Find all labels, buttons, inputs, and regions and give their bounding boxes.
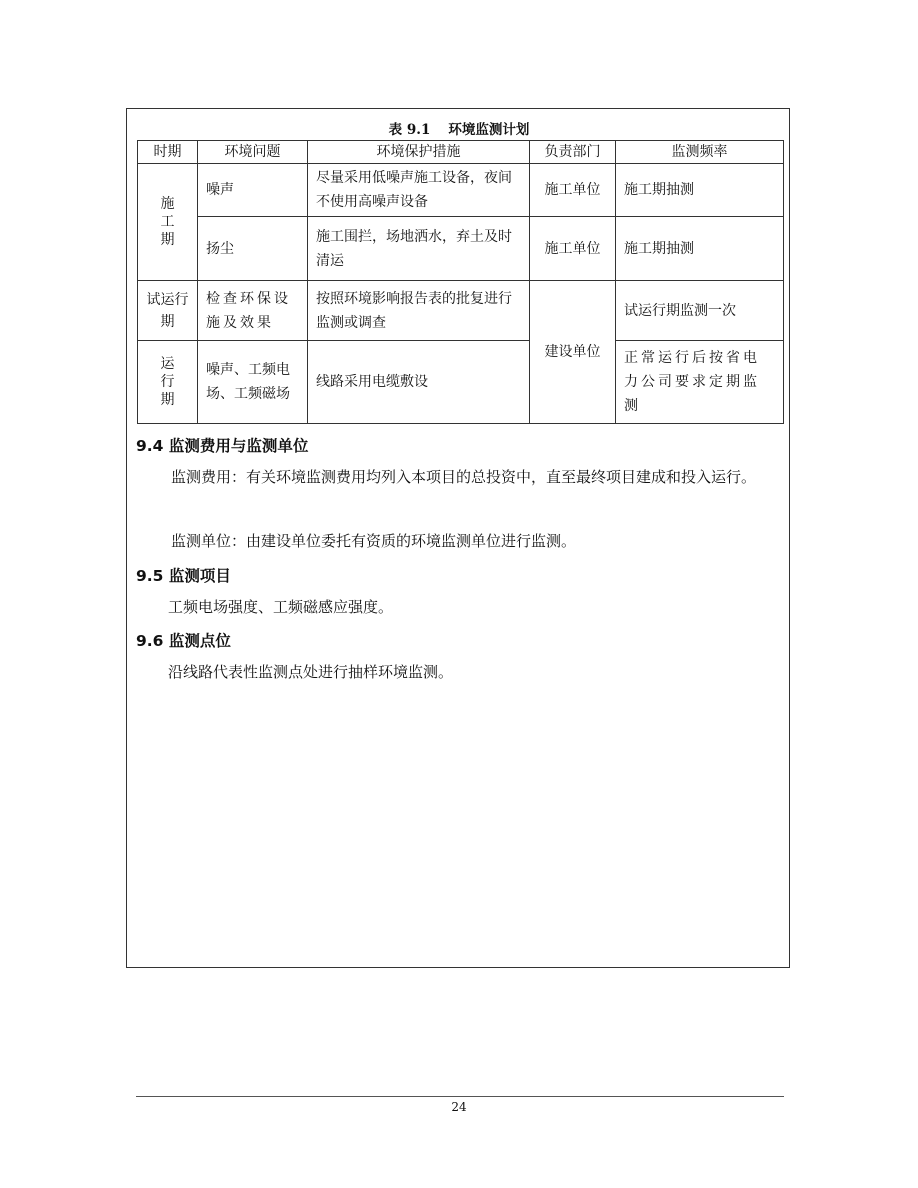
- dept-cell-shared: 建设单位: [530, 281, 616, 424]
- period-operation: 运 行 期: [138, 341, 198, 424]
- issue-cell: 扬尘: [198, 217, 308, 281]
- dept-cell: 施工单位: [530, 217, 616, 281]
- measure-cell: 施工围拦，场地洒水，弃土及时清运: [308, 217, 530, 281]
- content-frame: [126, 108, 790, 968]
- table-row: [138, 217, 784, 281]
- section-heading-9-5: 9.5 监测项目: [136, 567, 231, 585]
- header-period: 时期: [138, 141, 198, 164]
- header-frequency: 监测频率: [616, 141, 784, 164]
- frequency-cell: 试运行期监测一次: [616, 281, 784, 341]
- measure-cell: 按照环境影响报告表的批复进行监测或调查: [308, 281, 530, 341]
- paragraph-monitoring-points: 沿线路代表性监测点处进行抽样环境监测。: [168, 663, 454, 681]
- page-number: 24: [451, 1100, 467, 1114]
- footer-rule: [136, 1096, 784, 1097]
- issue-cell: 噪声: [198, 164, 308, 217]
- issue-cell: 噪声、工频电场、工频磁场: [198, 341, 308, 424]
- header-measure: 环境保护措施: [308, 141, 530, 164]
- frequency-cell: 正常运行后按省电力公司要求定期监测: [616, 341, 784, 424]
- header-issue: 环境问题: [198, 141, 308, 164]
- paragraph-monitoring-items: 工频电场强度、工频磁感应强度。: [168, 598, 394, 616]
- table-row: [138, 164, 784, 217]
- paragraph-monitoring-cost: 监测费用：有关环境监测费用均列入本项目的总投资中，直至最终项目建成和投入运行。: [171, 468, 757, 486]
- period-trial: 试运行期: [138, 281, 198, 341]
- section-heading-9-4: 9.4 监测费用与监测单位: [136, 437, 309, 455]
- frequency-cell: 施工期抽测: [616, 217, 784, 281]
- section-heading-9-6: 9.6 监测点位: [136, 632, 231, 650]
- period-construction: 施 工 期: [138, 164, 198, 281]
- dept-cell: 施工单位: [530, 164, 616, 217]
- table-caption-title: 环境监测计划: [448, 122, 530, 138]
- table-row: [138, 341, 784, 424]
- issue-cell: 检查环保设施及效果: [198, 281, 308, 341]
- table-caption-number: 表 9.1: [388, 122, 431, 138]
- table-caption: [127, 118, 791, 138]
- measure-cell: 线路采用电缆敷设: [308, 341, 530, 424]
- table-row: [138, 281, 784, 341]
- monitoring-plan-table: [137, 140, 784, 424]
- measure-cell: 尽量采用低噪声施工设备，夜间不使用高噪声设备: [308, 164, 530, 217]
- table-header-row: [138, 141, 784, 164]
- paragraph-monitoring-unit: 监测单位：由建设单位委托有资质的环境监测单位进行监测。: [171, 532, 577, 550]
- header-dept: 负责部门: [530, 141, 616, 164]
- frequency-cell: 施工期抽测: [616, 164, 784, 217]
